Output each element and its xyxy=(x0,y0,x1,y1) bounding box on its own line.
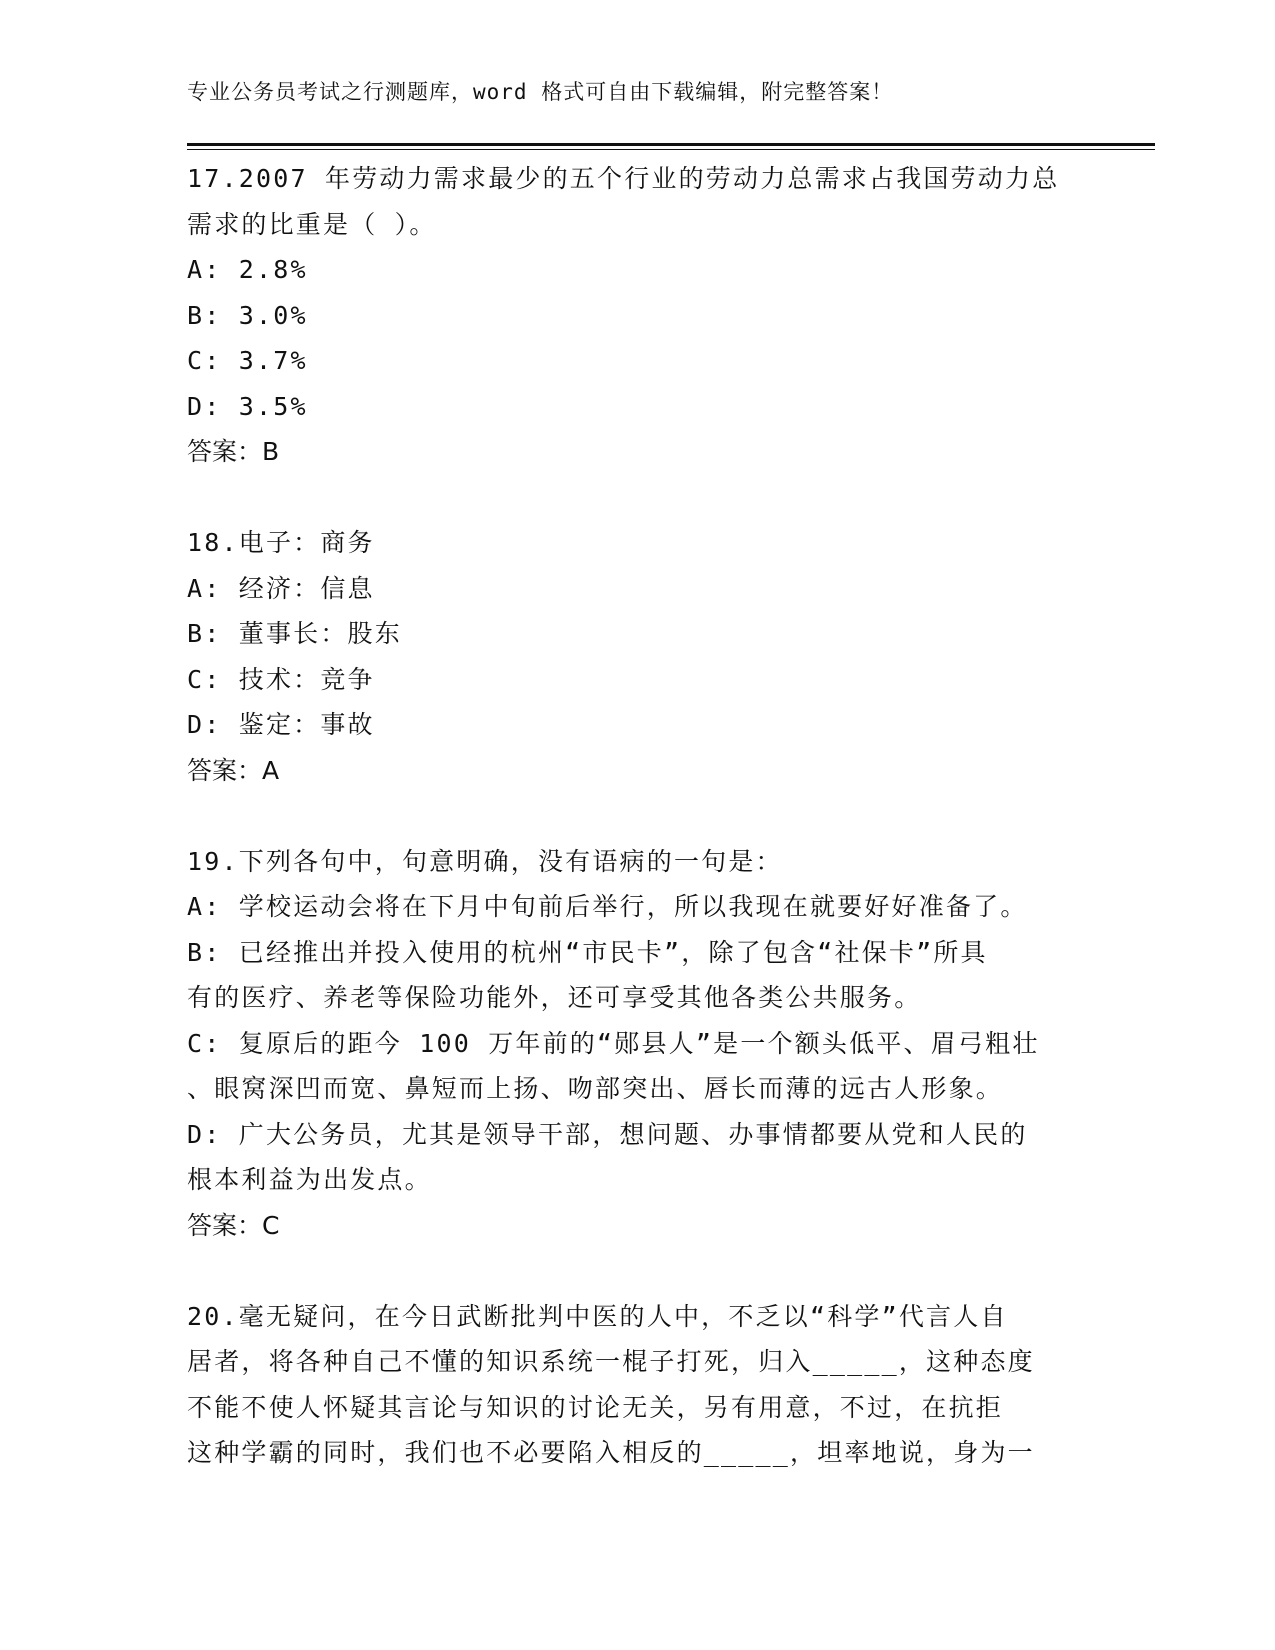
question-18 xyxy=(187,520,1087,793)
option-d-continued: 根本利益为出发点。 xyxy=(187,1165,432,1194)
question-text: 居者，将各种自己不懂的知识系统一棍子打死，归入_____，这种态度 xyxy=(187,1347,1035,1376)
question-text: 不能不使人怀疑其言论与知识的讨论无关，另有用意，不过，在抗拒 xyxy=(187,1392,1004,1422)
option-c: C: 技术：竞争 xyxy=(187,664,375,694)
option-d: D: 3.5% xyxy=(187,391,308,421)
option-b: B: 已经推出并投入使用的杭州“市民卡”，除了包含“社保卡”所具 xyxy=(187,937,988,967)
question-text: 需求的比重是（ ）。 xyxy=(187,209,437,239)
question-19 xyxy=(187,839,1087,1249)
answer-label: 答案：C xyxy=(187,1210,280,1240)
option-c-continued: 、眼窝深凹而宽、鼻短而上扬、吻部突出、唇长而薄的远古人形象。 xyxy=(187,1074,1004,1103)
answer-label: 答案：B xyxy=(187,437,280,466)
question-text: 17.2007 年劳动力需求最少的五个行业的劳动力总需求占我国劳动力总 xyxy=(187,164,1060,193)
question-text: 这种学霸的同时，我们也不必要陷入相反的_____，坦率地说，身为一 xyxy=(187,1438,1035,1467)
option-b: B: 董事长：股东 xyxy=(187,619,402,648)
option-d: D: 鉴定：事故 xyxy=(187,710,375,739)
option-b-continued: 有的医疗、养老等保险功能外，还可享受其他各类公共服务。 xyxy=(187,983,922,1012)
header-rule-thin xyxy=(187,149,1155,150)
question-17 xyxy=(187,156,1087,475)
question-text: 20.毫无疑问，在今日武断批判中医的人中，不乏以“科学”代言人自 xyxy=(187,1301,1008,1331)
question-list xyxy=(187,156,1087,1521)
option-d: D: 广大公务员，尤其是领导干部，想问题、办事情都要从党和人民的 xyxy=(187,1119,1028,1149)
page-header: 专业公务员考试之行测题库，word 格式可自由下载编辑，附完整答案！ xyxy=(187,80,894,104)
option-c: C: 复原后的距今 100 万年前的“郧县人”是一个额头低平、眉弓粗壮 xyxy=(187,1028,1040,1058)
question-20 xyxy=(187,1294,1087,1476)
option-a: A: 经济：信息 xyxy=(187,573,375,603)
question-text: 18.电子：商务 xyxy=(187,528,375,557)
question-text: 19.下列各句中，句意明确，没有语病的一句是： xyxy=(187,846,783,876)
header-rule-thick xyxy=(187,143,1155,146)
option-a: A: 学校运动会将在下月中旬前后举行，所以我现在就要好好准备了。 xyxy=(187,892,1028,921)
option-a: A: 2.8% xyxy=(187,255,308,284)
option-b: B: 3.0% xyxy=(187,300,308,330)
option-c: C: 3.7% xyxy=(187,346,308,375)
answer-label: 答案：A xyxy=(187,755,280,785)
